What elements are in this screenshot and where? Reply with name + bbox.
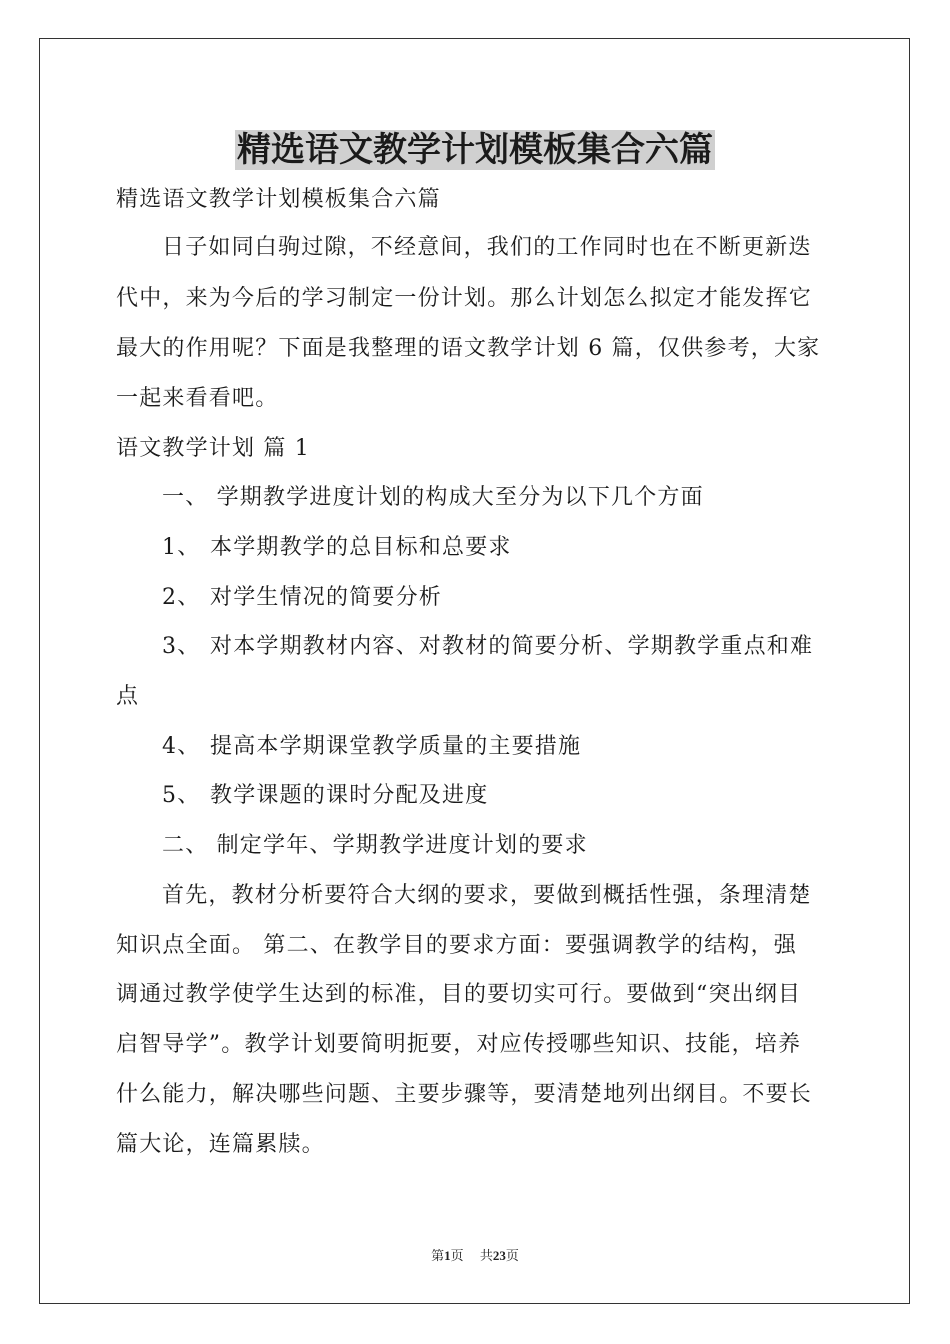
list-item	[162, 532, 882, 564]
list-item	[162, 631, 882, 663]
part-two-heading: 二、 制定学年、学期教学进度计划的要求	[162, 833, 588, 858]
intro-line: 最大的作用呢？下面是我整理的语文教学计划 6 篇，仅供参考，大家	[116, 336, 821, 361]
body-line: 知识点全面。 第二、在教学目的要求方面：要强调教学的结构，强	[116, 933, 797, 958]
list-item	[162, 731, 882, 763]
list-item-text: 对本学期教材内容、对教材的简要分析、学期教学重点和难	[210, 634, 814, 659]
intro-line: 一起来看看吧。	[116, 386, 279, 411]
body-line: 篇大论，连篇累牍。	[116, 1132, 325, 1157]
page-number: 第1页	[431, 1248, 464, 1263]
list-item	[162, 780, 882, 812]
body-line: 首先，教材分析要符合大纲的要求，要做到概括性强，条理清楚	[162, 883, 812, 908]
document-title	[0, 126, 950, 174]
body-line: 启智导学”。教学计划要简明扼要，对应传授哪些知识、技能，培养	[116, 1032, 802, 1057]
section-heading: 语文教学计划 篇 1	[116, 436, 310, 461]
document-subtitle: 精选语文教学计划模板集合六篇	[116, 187, 441, 212]
intro-line: 代中，来为今后的学习制定一份计划。那么计划怎么拟定才能发挥它	[116, 286, 813, 311]
list-item-number: 3、	[162, 634, 201, 659]
body-line: 什么能力，解决哪些问题、主要步骤等，要清楚地列出纲目。不要长	[116, 1082, 813, 1107]
list-item-number: 5、	[162, 783, 201, 808]
list-item-number: 4、	[162, 734, 201, 759]
page-border	[39, 38, 910, 1304]
page-total: 共23页	[479, 1248, 519, 1263]
part-one-heading: 一、 学期教学进度计划的构成大至分为以下几个方面	[162, 485, 704, 510]
list-item-number: 1、	[162, 535, 201, 560]
list-item-number: 2、	[162, 585, 201, 610]
list-item-text: 提高本学期课堂教学质量的主要措施	[210, 734, 582, 759]
body-line: 调通过教学使学生达到的标准，目的要切实可行。要做到“突出纲目	[116, 982, 802, 1007]
list-item	[162, 582, 882, 614]
document-title-text: 精选语文教学计划模板集合六篇	[237, 130, 713, 170]
page-footer	[0, 1247, 950, 1265]
intro-line: 日子如同白驹过隙，不经意间，我们的工作同时也在不断更新迭	[162, 235, 812, 260]
list-item-text: 对学生情况的简要分析	[210, 585, 443, 610]
list-item-text: 本学期教学的总目标和总要求	[210, 535, 512, 560]
list-item-text: 教学课题的课时分配及进度	[210, 783, 489, 808]
list-item-continuation: 点	[116, 684, 140, 709]
